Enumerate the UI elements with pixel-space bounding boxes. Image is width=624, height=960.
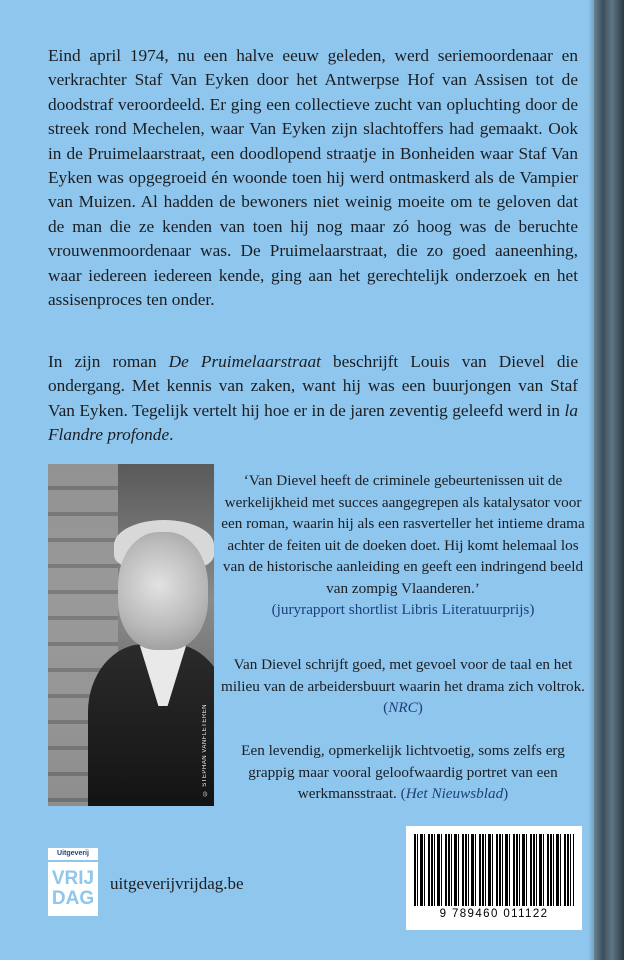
- quote-1-text: ‘Van Dievel heeft de criminele gebeurtenissen uit de werkelijkheid met succes aangegrepen als katalysator voor een roman, waarin hij als een rasverteller het intieme drama achter de feiten uit de doeken doet. Hij komt helemaal los van de historische aanleiding en geeft een indringend beeld van zompig Vlaanderen.’: [221, 472, 585, 597]
- place-italic: la Flandre profonde: [48, 400, 578, 445]
- review-quote-1: [220, 470, 586, 621]
- logo-line-1: VRIJ: [51, 868, 95, 889]
- isbn-barcode: [406, 826, 582, 930]
- book-title-italic: De Pruimelaarstraat: [168, 352, 321, 371]
- logo-top-text: Uitgeverij: [48, 848, 98, 860]
- author-photo: [48, 464, 214, 806]
- review-quote-2: [220, 654, 586, 719]
- quote-3-text: Een levendig, opmerkelijk lichtvoetig, soms zelfs erg grappig maar vooral geloofwaardig portret van een werkmansstraat.: [241, 742, 565, 802]
- photo-credit: © STEPHAN VANFLETEREN: [202, 704, 208, 796]
- summary-text-3: .: [169, 425, 174, 445]
- summary-text-2: beschrijft Louis van Dievel die ondergang. Met kennis van zaken, want hij was een buurjongen van Staf Van Eyken. Tegelijk vertelt hij hoe er in de jaren zeventig geleefd werd in: [48, 352, 578, 420]
- quote-1-source: (juryrapport shortlist Libris Literatuurprijs): [271, 601, 535, 618]
- review-quote-3: [220, 740, 586, 805]
- publisher-logo: [48, 848, 98, 914]
- isbn-number: 9 789460 011122: [439, 908, 549, 920]
- intro-paragraph: Eind april 1974, nu een halve eeuw geleden, werd seriemoordenaar en verkrachter Staf Van Eyken door het Antwerpse Hof van Assisen tot de doodstraf veroordeeld. Er ging een collectieve zucht van opluchting door de streek rond Mechelen, waar Van Eyken zijn slachtoffers had gemaakt. Ook in de Pruimelaarstraat, een doodlopend straatje in Bonheiden waar Staf Van Eyken was opgegroeid én woonde toen hij werd ontmaskerd als de Vampier van Muizen. Al hadden de bewoners niet weinig moeite om te geloven dat de man die ze kenden van toen hij nog maar zó hoog was de beruchte vrouwenmoordenaar was. De Pruimelaarstraat, die zo goed aaneenhing, waar iedereen iedereen kende, ging aan het gerechtelijk onderzoek en het assisenproces ten onder.: [48, 46, 578, 310]
- photo-head: [118, 532, 208, 650]
- logo-box: [48, 860, 98, 916]
- summary-paragraph: [48, 350, 578, 448]
- logo-line-2: DAG: [51, 888, 95, 909]
- quote-3-source: (Het Nieuwsblad): [400, 785, 509, 802]
- book-spine: [594, 0, 624, 960]
- quote-2-source: (NRC): [383, 699, 423, 716]
- barcode-bars: [414, 834, 574, 906]
- publisher-website[interactable]: uitgeverijvrijdag.be: [110, 874, 244, 893]
- summary-text-1: In zijn roman: [48, 352, 169, 371]
- quote-2-text: Van Dievel schrijft goed, met gevoel voor de taal en het milieu van de arbeidersbuurt waarin het drama zich voltrok.: [221, 656, 585, 695]
